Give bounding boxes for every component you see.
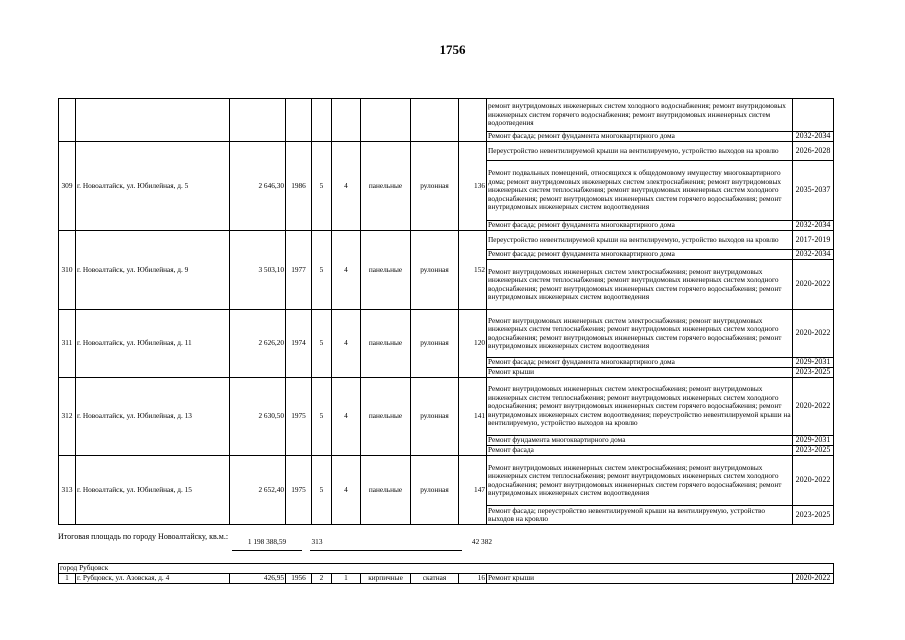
row-number: 310 [59, 231, 76, 310]
floors-cell [312, 99, 332, 142]
year-cell: 1956 [286, 574, 312, 584]
address-cell [76, 99, 230, 142]
address-cell: г. Новоалтайск, ул. Юбилейная, д. 9 [76, 231, 230, 310]
work-description: Ремонт крыши [487, 368, 793, 378]
row-number: 1 [59, 574, 76, 584]
summary-divider [232, 550, 302, 551]
year-cell: 1975 [286, 456, 312, 525]
year-cell: 1975 [286, 378, 312, 456]
work-period: 2020-2022 [793, 260, 834, 310]
work-description: Ремонт фасада [487, 446, 793, 456]
floors-cell: 5 [312, 310, 332, 378]
work-period: 2023-2025 [793, 506, 834, 525]
entrances-cell: 4 [332, 231, 361, 310]
residents-cell: 136 [459, 142, 487, 231]
residents-cell: 147 [459, 456, 487, 525]
work-description: Ремонт внутридомовых инженерных систем электроснабжения; ремонт внутридомовых инженерных систем теплоснабжения; ремонт внутридомовых инженерных систем холодного водоснабжения; ремонт внутридомовых инженерных систем горячего водоснабжения; ремонт внутридомовых инженерных систем водоотведения [487, 456, 793, 506]
year-cell: 1986 [286, 142, 312, 231]
wall-material-cell: панельные [361, 231, 411, 310]
work-description: Ремонт внутридомовых инженерных систем электроснабжения; ремонт внутридомовых инженерных систем теплоснабжения; ремонт внутридомовых инженерных систем холодного водоснабжения; ремонт внутридомовых инженерных систем горячего водоснабжения; ремонт внутридомовых инженерных систем водоотведения; переустройство невентилируемой крыши на вентилируемую, устройство выходов на кровлю [487, 378, 793, 436]
wall-material-cell: кирпичные [361, 574, 411, 584]
work-period [793, 99, 834, 132]
work-period: 2032-2034 [793, 221, 834, 231]
wall-material-cell: панельные [361, 142, 411, 231]
entrances-cell: 4 [332, 310, 361, 378]
floors-cell: 5 [312, 378, 332, 456]
roof-type-cell: рулонная [411, 310, 459, 378]
summary-area: 1 198 388,59 [247, 537, 287, 546]
residents-cell: 141 [459, 378, 487, 456]
entrances-cell: 1 [332, 574, 361, 584]
summary-residents: 42 382 [471, 537, 492, 546]
entrances-cell: 4 [332, 456, 361, 525]
address-cell: г. Новоалтайск, ул. Юбилейная, д. 11 [76, 310, 230, 378]
area-cell: 2 626,20 [230, 310, 286, 378]
residents-cell: 120 [459, 310, 487, 378]
residents-cell: 16 [459, 574, 487, 584]
wall-material-cell: панельные [361, 378, 411, 456]
work-description: Переустройство невентилируемой крыши на вентилируемую, устройство выходов на кровлю [487, 142, 793, 161]
city-section-table [58, 563, 834, 584]
work-period: 2035-2037 [793, 161, 834, 221]
area-cell: 426,95 [230, 574, 286, 584]
table-row [59, 310, 834, 358]
work-period: 2023-2025 [793, 446, 834, 456]
floors-cell: 5 [312, 231, 332, 310]
residents-cell [459, 99, 487, 142]
roof-type-cell: рулонная [411, 456, 459, 525]
entrances-cell: 4 [332, 378, 361, 456]
address-cell: г. Новоалтайск, ул. Юбилейная, д. 15 [76, 456, 230, 525]
table-row [59, 99, 834, 132]
area-cell: 3 503,10 [230, 231, 286, 310]
work-period: 2020-2022 [793, 378, 834, 436]
work-description: Ремонт фасада; ремонт фундамента многоквартирного дома [487, 250, 793, 260]
work-description: Ремонт фасада; ремонт фундамента многоквартирного дома [487, 132, 793, 142]
roof-type-cell: скатная [411, 574, 459, 584]
area-cell [230, 99, 286, 142]
work-description: Ремонт крыши [487, 574, 793, 584]
table-row [59, 378, 834, 436]
floors-cell: 2 [312, 574, 332, 584]
work-period: 2032-2034 [793, 250, 834, 260]
wall-material-cell [361, 99, 411, 142]
summary-label: Итоговая площадь по городу Новоалтайску, кв.м.: [58, 532, 229, 541]
work-description: Ремонт подвальных помещений, относящихся к общедомовому имуществу многоквартирного дома; ремонт внутридомовых инженерных систем электроснабжения; ремонт внутридомовых инженерных систем теплоснабжения; ремонт внутридомовых инженерных систем холодного водоснабжения; ремонт внутридомовых инженерных систем горячего водоснабжения; ремонт внутридомовых инженерных систем водоотведения [487, 161, 793, 221]
work-period: 2032-2034 [793, 132, 834, 142]
entrances-cell [332, 99, 361, 142]
area-cell: 2 652,40 [230, 456, 286, 525]
work-description: Ремонт фасада; ремонт фундамента многоквартирного дома [487, 221, 793, 231]
work-description: ремонт внутридомовых инженерных систем холодного водоснабжения; ремонт внутридомовых инженерных систем горячего водоснабжения; ремонт внутридомовых инженерных систем водоотведения [487, 99, 793, 132]
work-description: Ремонт фасада; ремонт фундамента многоквартирного дома [487, 358, 793, 368]
table-row [59, 142, 834, 161]
work-description: Ремонт внутридомовых инженерных систем электроснабжения; ремонт внутридомовых инженерных систем теплоснабжения; ремонт внутридомовых инженерных систем холодного водоснабжения; ремонт внутридомовых инженерных систем горячего водоснабжения; ремонт внутридомовых инженерных систем водоотведения [487, 260, 793, 310]
city-heading-row [59, 564, 834, 574]
year-cell [286, 99, 312, 142]
year-cell: 1977 [286, 231, 312, 310]
area-cell: 2 630,50 [230, 378, 286, 456]
address-cell: г. Новоалтайск, ул. Юбилейная, д. 5 [76, 142, 230, 231]
address-cell: г. Новоалтайск, ул. Юбилейная, д. 13 [76, 378, 230, 456]
summary-count: 313 [311, 537, 323, 546]
row-number [59, 99, 76, 142]
floors-cell: 5 [312, 456, 332, 525]
work-description: Переустройство невентилируемой крыши на вентилируемую, устройство выходов на кровлю [487, 231, 793, 250]
roof-type-cell: рулонная [411, 231, 459, 310]
wall-material-cell: панельные [361, 310, 411, 378]
work-period: 2020-2022 [793, 456, 834, 506]
year-cell: 1974 [286, 310, 312, 378]
roof-type-cell: рулонная [411, 378, 459, 456]
city-title: город Рубцовск [59, 564, 834, 574]
page-number: 1756 [439, 42, 466, 57]
work-period: 2029-2031 [793, 436, 834, 446]
area-cell: 2 646,30 [230, 142, 286, 231]
work-period: 2029-2031 [793, 358, 834, 368]
table-row [59, 456, 834, 506]
work-description: Ремонт внутридомовых инженерных систем электроснабжения; ремонт внутридомовых инженерных систем теплоснабжения; ремонт внутридомовых инженерных систем холодного водоснабжения; ремонт внутридомовых инженерных систем горячего водоснабжения; ремонт внутридомовых инженерных систем водоотведения [487, 310, 793, 358]
row-number: 311 [59, 310, 76, 378]
roof-type-cell [411, 99, 459, 142]
work-description: Ремонт фасада; переустройство невентилируемой крыши на вентилируемую, устройство выходов на кровлю [487, 506, 793, 525]
work-period: 2020-2022 [793, 310, 834, 358]
floors-cell: 5 [312, 142, 332, 231]
wall-material-cell: панельные [361, 456, 411, 525]
residents-cell: 152 [459, 231, 487, 310]
work-period: 2020-2022 [793, 574, 834, 584]
work-period: 2017-2019 [793, 231, 834, 250]
roof-type-cell: рулонная [411, 142, 459, 231]
address-cell: г. Рубцовск, ул. Азовская, д. 4 [76, 574, 230, 584]
row-number: 309 [59, 142, 76, 231]
table-row [59, 231, 834, 250]
work-period: 2026-2028 [793, 142, 834, 161]
work-description: Ремонт фундамента многоквартирного дома [487, 436, 793, 446]
summary-divider [310, 550, 462, 551]
work-period: 2023-2025 [793, 368, 834, 378]
table-row [59, 574, 834, 584]
row-number: 313 [59, 456, 76, 525]
row-number: 312 [59, 378, 76, 456]
entrances-cell: 4 [332, 142, 361, 231]
housing-register-table [58, 98, 834, 525]
